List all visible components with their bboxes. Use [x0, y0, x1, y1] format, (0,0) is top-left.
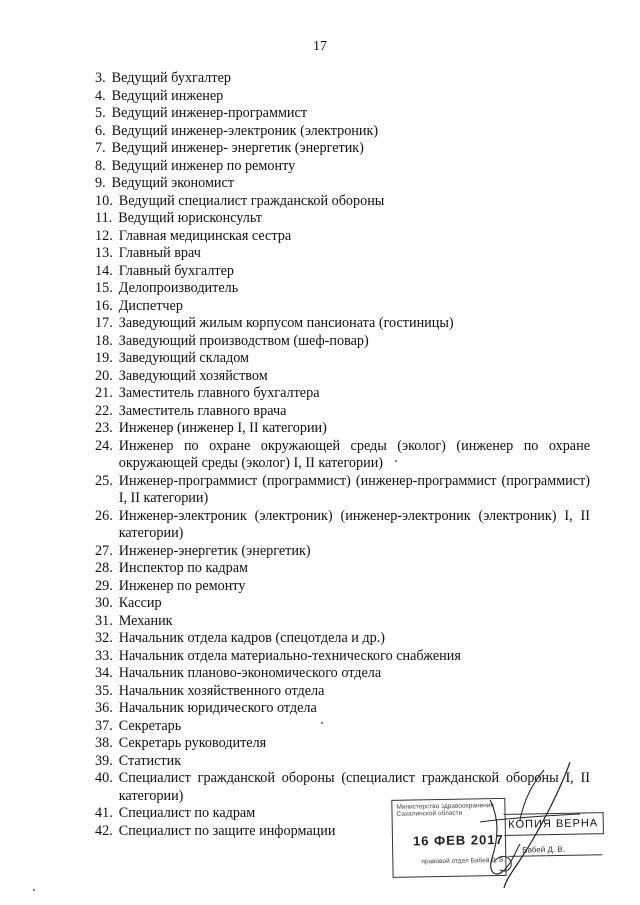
list-item-text: Специалист по защите информации [118, 822, 336, 839]
list-item-text: Диспетчер [118, 297, 183, 314]
list-item [95, 403, 590, 421]
list-item-number: 6. [95, 122, 106, 139]
list-item-number: 19. [95, 350, 113, 366]
list-item-text: Ведущий экономист [111, 175, 235, 191]
list-item-number: 21. [95, 385, 113, 401]
signature-icon [420, 760, 600, 900]
list-item-number: 33. [95, 647, 113, 664]
list-item [95, 578, 590, 596]
list-item-text: Ведущий инженер-электроник (электроник) [111, 122, 379, 139]
list-item [95, 613, 590, 631]
list-item-number: 30. [95, 595, 113, 611]
list-item-text: Начальник планово-экономического отдела [118, 665, 382, 681]
list-item [95, 105, 590, 123]
list-item-text: Статистик [118, 752, 182, 769]
list-item [95, 735, 590, 753]
list-item-number: 14. [95, 262, 113, 279]
list-item-number: 32. [95, 630, 113, 646]
list-item [95, 280, 590, 298]
list-item [95, 420, 590, 438]
list-item-text: Специалист гражданской обороны (специалист гражданской обороны I, II категории) [118, 770, 590, 804]
list-item-text: Главная медицинская сестра [118, 227, 292, 244]
list-item [95, 560, 590, 578]
list-item-number: 3. [95, 70, 106, 86]
list-item [95, 123, 590, 141]
list-item-number: 41. [95, 805, 113, 821]
list-item-number: 42. [95, 822, 113, 839]
list-item-number: 28. [95, 560, 113, 576]
list-item-number: 4. [95, 87, 106, 104]
list-item [95, 228, 590, 246]
list-item-text: Ведущий инженер [111, 87, 224, 104]
copy-verified-label: КОПИЯ ВЕРНА [504, 812, 604, 836]
list-item-text: Делопроизводитель [118, 280, 239, 296]
list-item-number: 7. [95, 140, 106, 156]
list-item-number: 18. [95, 332, 113, 349]
page-number: 17 [313, 39, 327, 54]
list-item-number: 11. [95, 210, 113, 226]
list-item-number: 29. [95, 577, 113, 594]
list-item-text: Главный бухгалтер [118, 262, 234, 279]
positions-list [95, 70, 590, 840]
list-item-number: 35. [95, 682, 113, 699]
list-item-number: 40. [95, 770, 113, 786]
list-item-text: Заместитель главного бухгалтера [118, 385, 320, 401]
list-item-text: Начальник отдела кадров (спецотдела и др.) [118, 630, 386, 646]
list-item-number: 37. [95, 717, 113, 734]
scan-speck [395, 460, 397, 462]
list-item [95, 298, 590, 316]
stamp-organization: Министерство здравоохранения Сахалинской области [396, 802, 494, 818]
list-item-number: 20. [95, 367, 113, 384]
list-item [95, 630, 590, 648]
list-item [95, 700, 590, 718]
list-item-text: Инженер-электроник (электроник) (инженер-электроник (электроник) I, II категории) [118, 507, 590, 541]
scan-speck [33, 889, 35, 891]
list-item-number: 10. [95, 192, 113, 209]
list-item-text: Инженер-программист (программист) (инженер-программист (программист) I, II категории) [118, 472, 590, 506]
list-item-text: Ведущий инженер по ремонту [111, 157, 296, 174]
list-item [95, 595, 590, 613]
list-item [95, 683, 590, 701]
list-item [95, 88, 590, 106]
list-item-text: Инспектор по кадрам [118, 560, 249, 576]
stamp-department: правовой отдел Бабей Д. В. [421, 856, 506, 866]
list-item-number: 31. [95, 612, 113, 629]
list-item-text: Главный врач [118, 245, 201, 261]
list-item-number: 9. [95, 175, 106, 191]
list-item [95, 385, 590, 403]
list-item-number: 22. [95, 402, 113, 419]
list-item-text: Инженер-энергетик (энергетик) [118, 542, 311, 559]
stamp-date: 16 ФЕВ 2017 [412, 831, 504, 849]
list-item-number: 24. [95, 437, 113, 454]
list-item [95, 718, 590, 736]
list-item-number: 8. [95, 157, 106, 174]
list-item [95, 245, 590, 263]
list-item [95, 70, 590, 88]
list-item-text: Кассир [118, 595, 162, 611]
list-item-number: 34. [95, 665, 113, 681]
list-item-text: Заведующий производством (шеф-повар) [118, 332, 369, 349]
list-item [95, 193, 590, 211]
list-item-number: 27. [95, 542, 113, 559]
list-item-text: Инженер по ремонту [118, 577, 246, 594]
list-item-number: 12. [95, 227, 113, 244]
list-item [95, 158, 590, 176]
list-item-text: Ведущий специалист гражданской обороны [118, 192, 385, 209]
list-item-text: Ведущий инженер- энергетик (энергетик) [111, 140, 364, 156]
list-item [95, 350, 590, 368]
stamp-name: Бабей Д. В. [522, 844, 566, 855]
list-item-number: 13. [95, 245, 113, 261]
list-item [95, 368, 590, 386]
list-item [95, 315, 590, 333]
scan-speck [321, 722, 323, 724]
list-item-text: Инженер по охране окружающей среды (эколог) (инженер по охране окружающей среды (эколог) I, II категории) [118, 437, 590, 471]
list-item [95, 210, 590, 228]
list-item [95, 508, 590, 543]
list-item [95, 333, 590, 351]
list-item-text: Заместитель главного врача [118, 402, 287, 419]
list-item [95, 175, 590, 193]
list-item-text: Начальник отдела материально-технического снабжения [118, 647, 461, 664]
list-item-number: 25. [95, 472, 113, 489]
list-item-text: Инженер (инженер I, II категории) [118, 420, 327, 436]
list-item [95, 438, 590, 473]
list-item-text: Заведующий складом [118, 350, 250, 366]
list-item [95, 263, 590, 281]
list-item-text: Начальник юридического отдела [118, 700, 317, 716]
list-item-text: Ведущий инженер-программист [111, 105, 308, 121]
list-item-number: 17. [95, 315, 113, 331]
list-item-text: Секретарь [118, 717, 182, 734]
list-item-text: Секретарь руководителя [118, 735, 267, 751]
list-item-number: 15. [95, 280, 113, 296]
list-item [95, 543, 590, 561]
list-item-text: Специалист по кадрам [118, 805, 256, 821]
list-item-text: Заведующий жилым корпусом пансионата (гостиницы) [118, 315, 454, 331]
list-item-text: Ведущий бухгалтер [111, 70, 231, 86]
list-item [95, 665, 590, 683]
list-item [95, 648, 590, 666]
list-item-number: 5. [95, 105, 106, 121]
list-item [95, 473, 590, 508]
list-item-number: 16. [95, 297, 113, 314]
list-item-number: 36. [95, 700, 113, 716]
list-item-text: Механик [118, 612, 173, 629]
list-item-text: Ведущий юрисконсульт [118, 210, 262, 226]
list-item [95, 140, 590, 158]
list-item-number: 26. [95, 507, 113, 524]
list-item-text: Начальник хозяйственного отдела [118, 682, 325, 699]
list-item-text: Заведующий хозяйством [118, 367, 268, 384]
list-item-number: 39. [95, 752, 113, 769]
list-item-number: 23. [95, 420, 113, 436]
list-item-number: 38. [95, 735, 113, 751]
